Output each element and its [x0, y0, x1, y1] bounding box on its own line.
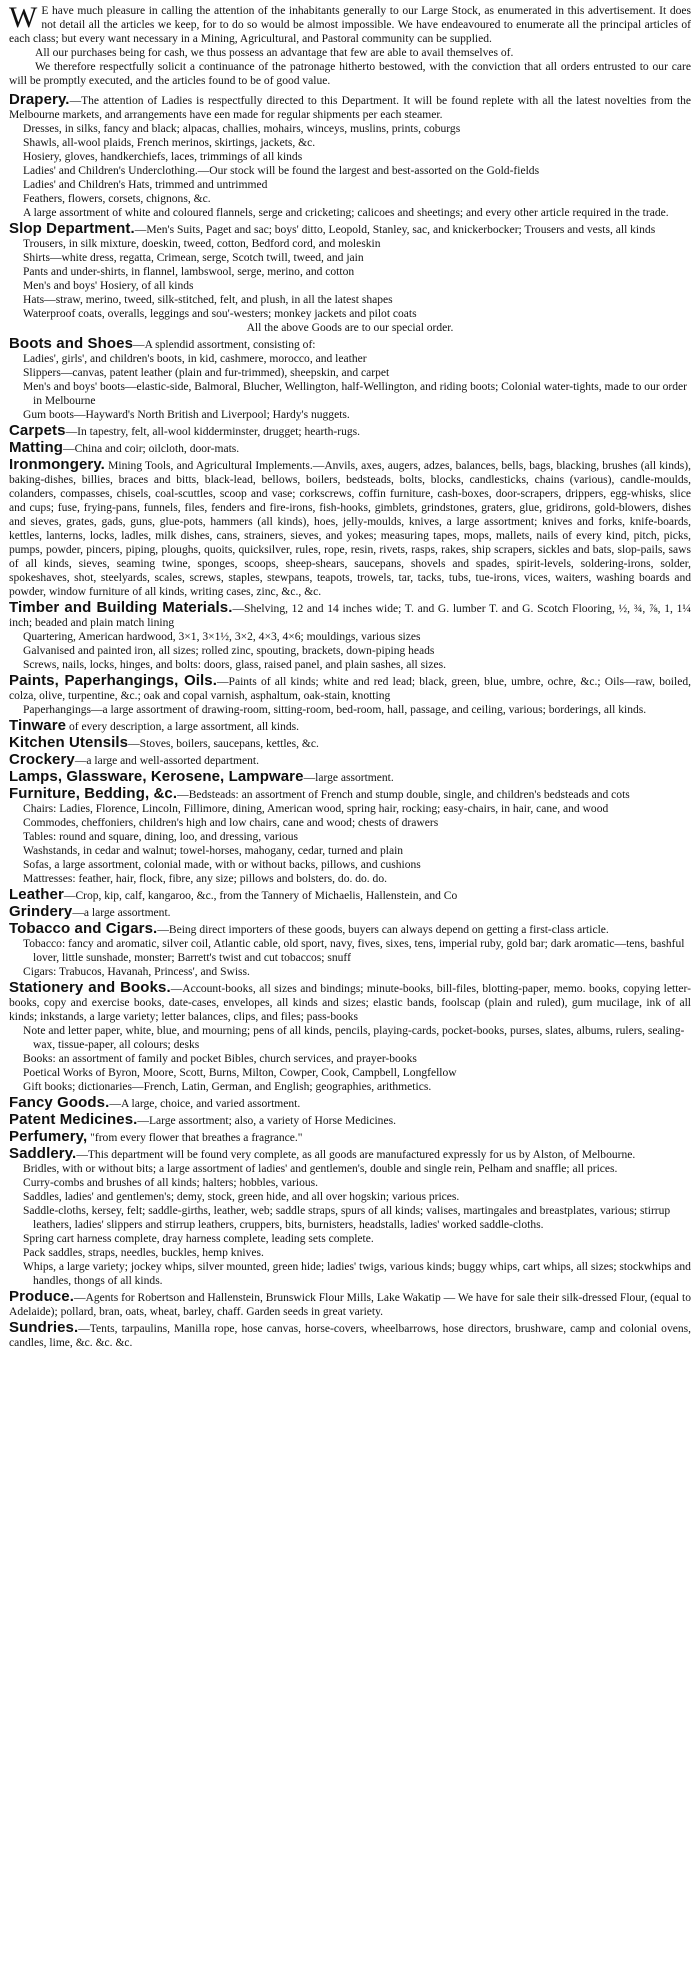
section-sundries — [9, 1321, 691, 1350]
section-text: —Agents for Robertson and Hallenstein, Brunswick Flour Mills, Lake Wakatip — We have for sale their silk-dressed Flour, (equal to Adelaide); pollard, bran, oats, wheat, barley, chaff. Garden seeds in great variety. — [9, 1292, 691, 1318]
section-text: —Men's Suits, Paget and sac; boys' ditto, Leopold, Stanley, sac, and knickerbocker; Trousers and vests, all kinds — [134, 224, 656, 236]
section-lead — [9, 922, 691, 937]
section-text: —In tapestry, felt, all-wool kidderminster, drugget; hearth-rugs. — [65, 426, 360, 438]
section-slop-department — [9, 222, 691, 335]
section-line: Books: an assortment of family and pocket Bibles, church services, and prayer-books — [23, 1053, 417, 1065]
section-line: Saddles, ladies' and gentlemen's; demy, stock, green hide, and all over hogskin; various prices. — [23, 1191, 460, 1203]
section-text: —a large assortment. — [72, 907, 171, 919]
section-line: Gift books; dictionaries—French, Latin, German, and English; geographies, arithmetics. — [23, 1081, 432, 1093]
section-text: —Account-books, all sizes and bindings; minute-books, bill-files, blotting-paper, memo. books, copying letter-books, copy and exercise books, date-cases, envelopes, all kinds and sizes; elastic bands, foolscap (plain and ruled), gum mucilage, ink of all kinds; inkstands, a large variety; letter balances, clips, and files; pass-books — [9, 983, 692, 1023]
section-lead — [9, 888, 691, 903]
section-line: Tables: round and square, dining, loo, and dressing, various — [23, 831, 298, 843]
section-heading: Boots and Shoes — [9, 335, 134, 352]
section-perfumery — [9, 1130, 691, 1145]
section-line: Poetical Works of Byron, Moore, Scott, Burns, Milton, Cowper, Cook, Campbell, Longfellow — [23, 1067, 457, 1079]
section-line: Ladies' and Children's Hats, trimmed and untrimmed — [23, 179, 268, 191]
section-line: Dresses, in silks, fancy and black; alpacas, challies, mohairs, winceys, muslins, prints, coburgs — [23, 123, 461, 135]
section-line: Commodes, cheffoniers, children's high and low chairs, cane and wood; chests of drawers — [23, 817, 439, 829]
section-lead — [9, 1113, 691, 1128]
section-lead — [9, 787, 691, 802]
section-lead — [9, 222, 691, 237]
section-line: Ladies' and Children's Underclothing.—Our stock will be found the largest and best-assorted on the Gold-fields — [23, 165, 540, 177]
section-lead — [9, 337, 691, 352]
section-timber-and-building-materials — [9, 601, 691, 672]
section-lead — [9, 674, 691, 703]
section-fancy-goods — [9, 1096, 691, 1111]
section-line: Mattresses: feather, hair, flock, fibre, any size; pillows and bolsters, do. do. do. — [23, 873, 387, 885]
section-line: Washstands, in cedar and walnut; towel-horses, mahogany, cedar, turned and plain — [23, 845, 404, 857]
section-line: Screws, nails, locks, hinges, and bolts: doors, glass, raised panel, and plain sashes, all sizes. — [23, 659, 446, 671]
section-text: —a large and well-assorted department. — [74, 755, 259, 767]
section-heading: Patent Medicines. — [9, 1111, 138, 1128]
section-text: —Crop, kip, calf, kangaroo, &c., from the Tannery of Michaelis, Hallenstein, and Co — [63, 890, 458, 902]
section-line: Note and letter paper, white, blue, and mourning; pens of all kinds, pencils, playing-cards, pocket-books, purses, slates, albums, rulers, sealing-wax, tissue-paper, all colours; desks — [23, 1025, 685, 1051]
section-text: —Paints of all kinds; white and red lead; black, green, blue, umbre, ochre, &c.; Oils—raw, boiled, colza, olive, turpentine, &c.; oak and copal varnish, asphaltum, oak-stain, knotting — [9, 676, 691, 702]
section-lead — [9, 719, 691, 734]
section-line: Chairs: Ladies, Florence, Lincoln, Fillimore, dining, American wood, spring hair, rocking; easy-chairs, in hair, cane, and wood — [23, 803, 609, 815]
section-line: Galvanised and painted iron, all sizes; rolled zinc, spouting, brackets, down-piping heads — [23, 645, 435, 657]
section-heading: Kitchen Utensils — [9, 734, 129, 751]
section-line: Pants and under-shirts, in flannel, lambswool, serge, merino, and cotton — [23, 266, 355, 278]
section-line: Men's and boys' boots—elastic-side, Balmoral, Blucher, Wellington, half-Wellington, and riding boots; Colonial water-tights, made to our order in Melbourne — [23, 381, 687, 407]
section-lead — [9, 424, 691, 439]
section-heading: Tinware — [9, 717, 67, 734]
section-text: —The attention of Ladies is respectfully directed to this Department. It will be found replete with all the latest novelties from the Melbourne markets, and arrangements have een made for regular shipments per each steamer. — [9, 95, 691, 121]
section-tobacco-and-cigars — [9, 922, 691, 979]
section-lead — [9, 441, 691, 456]
section-lead — [9, 1096, 691, 1111]
section-heading: Saddlery. — [9, 1145, 77, 1162]
section-line: Feathers, flowers, corsets, chignons, &c. — [23, 193, 211, 205]
section-heading: Furniture, Bedding, &c. — [9, 785, 178, 802]
section-lead — [9, 601, 691, 630]
section-line: Men's and boys' Hosiery, of all kinds — [23, 280, 194, 292]
section-text: —China and coir; oilcloth, door-mats. — [63, 443, 240, 455]
section-tinware — [9, 719, 691, 734]
section-text: —This department will be found very complete, as all goods are manufactured expressly for us by Alston, of Melbourne. — [76, 1149, 636, 1161]
section-stationery-and-books — [9, 981, 691, 1094]
section-footer: All the above Goods are to our special order. — [246, 322, 454, 334]
section-heading: Grindery — [9, 903, 73, 920]
section-text: —A splendid assortment, consisting of: — [133, 339, 316, 351]
section-line: Ladies', girls', and children's boots, in kid, cashmere, morocco, and leather — [23, 353, 367, 365]
intro-paragraph-1: W E have much pleasure in calling the attention of the inhabitants generally to our Large Stock, as enumerated in this advertisement. It does not detail all the articles we keep, for to do so would be almost impossible. We have endeavoured to enumerate all the principal articles of each class; but every want necessary in a Mining, Agricultural, and Pastoral community can be supplied. — [9, 1, 691, 45]
section-text: —Large assortment; also, a variety of Horse Medicines. — [137, 1115, 396, 1127]
section-text: —Bedsteads: an assortment of French and stump double, single, and children's bedsteads and cots — [177, 789, 630, 801]
section-heading: Matting — [9, 439, 64, 456]
section-lead — [9, 1147, 691, 1162]
drop-cap: W — [9, 1, 38, 34]
section-lead — [9, 981, 691, 1024]
section-line: Shawls, all-wool plaids, French merinos, skirtings, jackets, &c. — [23, 137, 316, 149]
section-text: Mining Tools, and Agricultural Implements.—Anvils, axes, augers, adzes, balances, bells, bags, blacking, brushes (all kinds), baking-dishes, billies, braces and bitts, black-lead, bellows, boilers, bedsteads, bolts, blocks, candlesticks, chains (various), candle-moulds, colanders, compasses, chisels, coal-scuttles, scoop and vase; corkscrews, coffin furniture, cash-boxes, door-scrapers, drippers, egg-whisks, slice and cups; fuse, frying-pans, funnels, files, fenders and fire-irons, fish-hooks, gimblets, grindstones, graters, glue, gridirons, gold-blowers, dishes and sieves, grates, gads, guns, glue-pots, hammers (all kinds), hoes, jelly-moulds, knives, a large assortment; knives and forks, knife-boards, kettles, lanterns, locks, ladles, milk dishes, cans, strainers, sieves, and yokes; measuring tapes, mops, mallets, nails of every kind, pitch, picks, pumps, powder, pincers, piping, ploughs, quoits, quicksilver, rules, rope, resin, rivets, rasps, rakes, ship scrapers, sickles and bats, slop-pails, saws of all kinds, sieves, seaming twine, sponges, scoops, sheep-shears, saucepans, shovels and spades, spirit-levels, soldering-irons, solder, spokeshaves, shot, steelyards, scales, screws, staples, stewpans, teapots, trowels, tar, tacks, tubs, tue-irons, vices, waiters, washing boards and powder, window furniture of all kinds, writing cases, zinc, &c., &c. — [9, 460, 691, 598]
section-lead — [9, 905, 691, 920]
section-lead — [9, 753, 691, 768]
section-text: —Tents, tarpaulins, Manilla rope, hose canvas, horse-covers, wheelbarrows, hose directors, brushware, camp and colonial ovens, candles, lime, &c. &c. &c. — [9, 1323, 691, 1349]
section-line: Tobacco: fancy and aromatic, silver coil, Atlantic cable, old sport, navy, fives, sixes, tens, imperial ruby, gold bar; dark aromatic—tens, bashful lover, little sunshade, monster; Barrett's twist and cut tobaccos; snuff — [23, 938, 685, 964]
section-line: Cigars: Trabucos, Havanah, Princess', and Swiss. — [23, 966, 250, 978]
section-matting — [9, 441, 691, 456]
section-heading: Drapery. — [9, 91, 70, 108]
sections-list — [9, 93, 691, 1350]
section-lamps-glassware-kerosene-lampware — [9, 770, 691, 785]
section-line: Waterproof coats, overalls, leggings and sou'-westers; monkey jackets and pilot coats — [23, 308, 417, 320]
section-lead — [9, 770, 691, 785]
section-carpets — [9, 424, 691, 439]
section-furniture-bedding-c — [9, 787, 691, 886]
section-lead — [9, 1130, 691, 1145]
section-lead — [9, 1321, 691, 1350]
section-line: Trousers, in silk mixture, doeskin, tweed, cotton, Bedford cord, and moleskin — [23, 238, 381, 250]
section-boots-and-shoes — [9, 337, 691, 422]
section-paints-paperhangings-oils — [9, 674, 691, 717]
section-heading: Perfumery, — [9, 1128, 88, 1145]
section-heading: Ironmongery. — [9, 456, 105, 473]
section-line: Bridles, with or without bits; a large assortment of ladies' and gentlemen's, double and single rein, Pelham and snaffle; all prices. — [23, 1163, 618, 1175]
section-kitchen-utensils — [9, 736, 691, 751]
section-lead — [9, 458, 691, 599]
section-heading: Produce. — [9, 1288, 74, 1305]
section-text: —Shelving, 12 and 14 inches wide; T. and G. lumber T. and G. Scotch Flooring, ½, ¾, ⅞, 1, 1¼ inch; beaded and plain match lining — [9, 603, 691, 629]
section-line: Pack saddles, straps, needles, buckles, hemp knives. — [23, 1247, 264, 1259]
section-line: Shirts—white dress, regatta, Crimean, serge, Scotch twill, tweed, and jain — [23, 252, 364, 264]
section-line: Quartering, American hardwood, 3×1, 3×1½, 3×2, 4×3, 4×6; mouldings, various sizes — [23, 631, 421, 643]
section-line: Hosiery, gloves, handkerchiefs, laces, trimmings of all kinds — [23, 151, 303, 163]
section-produce — [9, 1290, 691, 1319]
section-text: —large assortment. — [303, 772, 394, 784]
section-text: "from every flower that breathes a fragrance." — [87, 1132, 303, 1144]
section-heading: Stationery and Books. — [9, 979, 171, 996]
section-line: A large assortment of white and coloured flannels, serge and cricketing; calicoes and sheetings; and every other article required in the trade. — [23, 207, 669, 219]
section-patent-medicines — [9, 1113, 691, 1128]
section-heading: Tobacco and Cigars. — [9, 920, 158, 937]
section-crockery — [9, 753, 691, 768]
section-text: —Stoves, boilers, saucepans, kettles, &c. — [128, 738, 319, 750]
section-heading: Timber and Building Materials. — [9, 599, 233, 616]
section-line: Whips, a large variety; jockey whips, silver mounted, green hide; ladies' twigs, various kinds; buggy whips, cart whips, all sizes; stockwhips and handles, thongs of all kinds. — [23, 1261, 691, 1287]
section-heading: Leather — [9, 886, 64, 903]
section-line: Sofas, a large assortment, colonial made, with or without backs, pillows, and cushions — [23, 859, 421, 871]
section-line: Spring cart harness complete, dray harness complete, leading sets complete. — [23, 1233, 374, 1245]
section-line: Paperhangings—a large assortment of drawing-room, sitting-room, bed-room, hall, passage, and ceiling, various; borderings, all kinds. — [23, 704, 647, 716]
section-leather — [9, 888, 691, 903]
section-line: Gum boots—Hayward's North British and Liverpool; Hardy's nuggets. — [23, 409, 350, 421]
section-heading: Crockery — [9, 751, 75, 768]
section-line: Hats—straw, merino, tweed, silk-stitched, felt, and plush, in all the latest shapes — [23, 294, 393, 306]
section-grindery — [9, 905, 691, 920]
intro-paragraph-2: All our purchases being for cash, we thus possess an advantage that few are able to avail themselves of. — [35, 47, 514, 59]
section-heading: Slop Department. — [9, 220, 135, 237]
section-heading: Lamps, Glassware, Kerosene, Lampware — [9, 768, 304, 785]
section-text: —A large, choice, and varied assortment. — [109, 1098, 301, 1110]
section-line: Slippers—canvas, patent leather (plain and fur-trimmed), sheepskin, and carpet — [23, 367, 390, 379]
section-ironmongery — [9, 458, 691, 599]
section-line: Saddle-cloths, kersey, felt; saddle-girths, leather, web; saddle straps, spurs of all kinds; valises, martingales and breastplates, various; stirrup leathers, ladies' slippers and stirrup leathers, cruppers, bits, burnisters, headstalls, ladies' worked saddle-cloths. — [23, 1205, 671, 1231]
advertisement-page — [9, 0, 691, 1350]
intro-paragraph-3: We therefore respectfully solicit a continuance of the patronage hitherto bestowed, with the conviction that all orders entrusted to our care will be promptly executed, and the articles found to be of good value. — [9, 61, 691, 87]
section-lead — [9, 1290, 691, 1319]
section-heading: Carpets — [9, 422, 66, 439]
section-heading: Sundries. — [9, 1319, 79, 1336]
section-heading: Paints, Paperhangings, Oils. — [9, 672, 217, 689]
section-line: Curry-combs and brushes of all kinds; halters; hobbles, various. — [23, 1177, 319, 1189]
section-text: of every description, a large assortment, all kinds. — [66, 721, 300, 733]
section-text: —Being direct importers of these goods, buyers can always depend on getting a first-class article. — [157, 924, 609, 936]
section-saddlery — [9, 1147, 691, 1288]
section-lead — [9, 736, 691, 751]
section-heading: Fancy Goods. — [9, 1094, 110, 1111]
section-drapery — [9, 93, 691, 220]
section-lead — [9, 93, 691, 122]
